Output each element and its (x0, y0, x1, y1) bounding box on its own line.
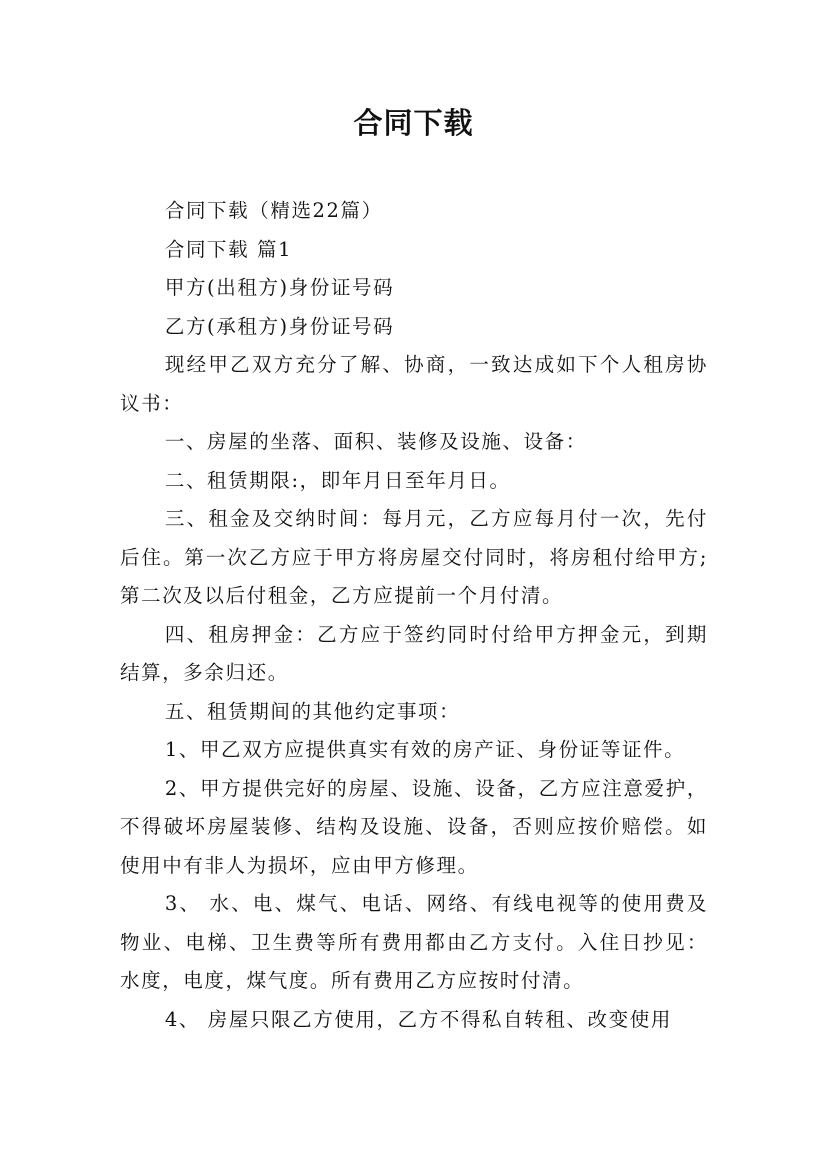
paragraph-clause-1: 一、房屋的坐落、面积、装修及设施、设备： (164, 430, 587, 453)
paragraph-subtitle: 合同下载（精选22篇） (164, 199, 383, 222)
paragraph-clause-3: 三、租金及交纳时间：每月元，乙方应每月付一次，先付后住。第一次乙方应于甲方将房屋交付同时，将房租付给甲方;第二次及以后付租金，乙方应提前一个月付清。 (120, 507, 708, 607)
paragraph-item-2: 2、甲方提供完好的房屋、设施、设备，乙方应注意爱护，不得破坏房屋装修、结构及设施、设备，否则应按价赔偿。如使用中有非人为损坏，应由甲方修理。 (120, 776, 708, 877)
paragraph-clause-2: 二、租赁期限:，即年月日至年月日。 (164, 468, 511, 492)
document-body (120, 192, 708, 1039)
paragraph-intro: 现经甲乙双方充分了解、协商，一致达成如下个人租房协议书： (120, 353, 708, 415)
paragraph-clause-4: 四、租房押金：乙方应于签约同时付给甲方押金元，到期结算，多余归还。 (120, 622, 708, 684)
paragraph-item-4: 4、 房屋只限乙方使用，乙方不得私自转租、改变使用 (164, 1007, 672, 1031)
paragraph-party-a: 甲方(出租方)身份证号码 (164, 276, 395, 299)
paragraph-item-1: 1、甲乙双方应提供真实有效的房产证、身份证等证件。 (164, 738, 686, 761)
paragraph-section-heading: 合同下载 篇1 (164, 237, 293, 261)
paragraph-party-b: 乙方(承租方)身份证号码 (164, 314, 395, 338)
paragraph-clause-5: 五、租赁期间的其他约定事项： (164, 699, 461, 723)
document-title: 合同下载 (353, 106, 474, 140)
paragraph-item-3: 3、 水、电、煤气、电话、网络、有线电视等的使用费及物业、电梯、卫生费等所有费用都由乙方支付。入住日抄见：水度，电度，煤气度。所有费用乙方应按时付清。 (120, 892, 708, 992)
